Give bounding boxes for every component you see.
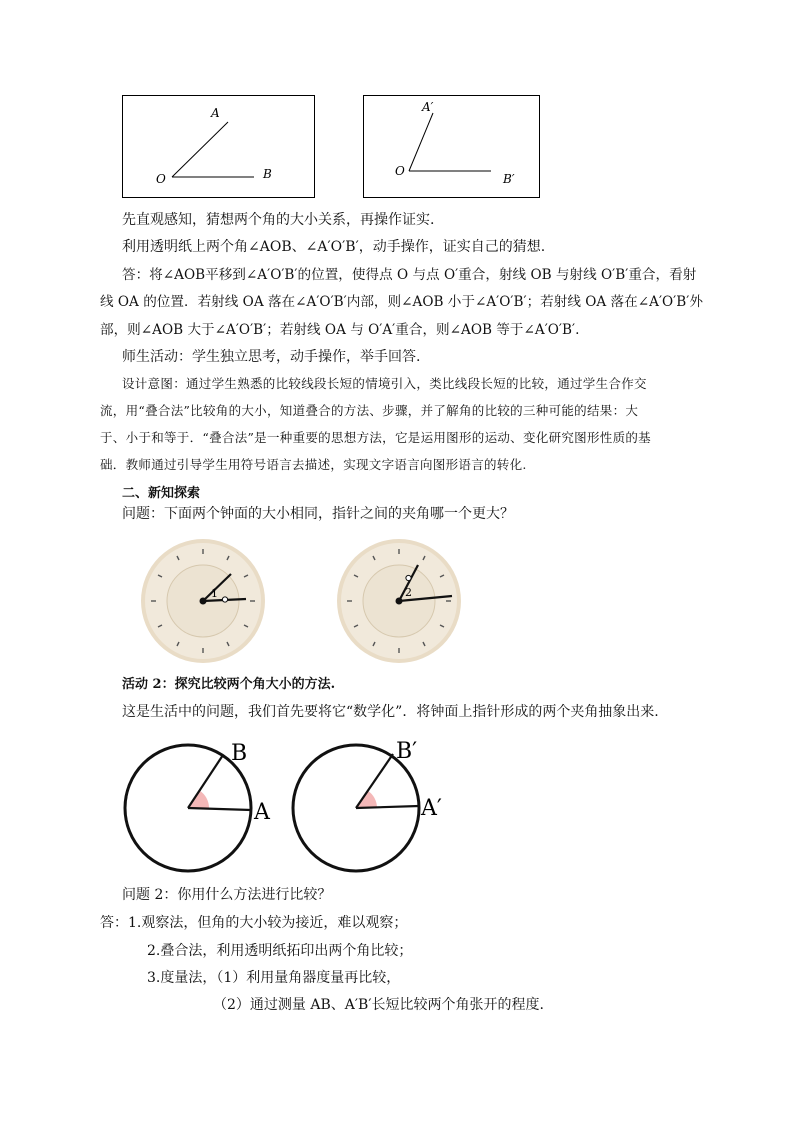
angle-aprime-figure [363, 95, 540, 198]
label-b: B [263, 167, 272, 181]
section-heading: 二、新知探索 [122, 486, 201, 501]
label-b-prime: B′ [503, 172, 515, 186]
teacher-student-activity: 师生活动：学生独立思考，动手操作，举手回答. [122, 349, 421, 365]
circle-angle-diagram-2 [283, 733, 453, 883]
answer-overlay: 2.叠合法，利用透明纸拓印出两个角比较； [147, 943, 413, 959]
clock-angle-label-2: 2 [405, 586, 412, 599]
circle-label-a: A [254, 800, 270, 825]
design-intent-line-4: 础．教师通过引导学生用符号语言去描述，实现文字语言向图形语言的转化. [100, 457, 527, 472]
answer-measure: 3.度量法，（1）利用量角器度量再比较， [147, 970, 401, 986]
answer-line-1: 答：将∠AOB平移到∠A′O′B′的位置，使得点 O 与点 O′重合，射线 OB 与射线 O′B′重合，看射 [122, 267, 697, 283]
design-intent-line-1: 设计意图：通过学生熟悉的比较线段长短的情境引入，类比线段长短的比较，通过学生合作交 [122, 376, 647, 391]
clock-angle-label-1: 1 [211, 587, 218, 600]
question-clocks: 问题：下面两个钟面的大小相同，指针之间的夹角哪一个更大？ [122, 506, 514, 522]
clock-face-1 [140, 538, 266, 664]
label-a-prime: A′ [422, 100, 434, 114]
paragraph-mathematize: 这是生活中的问题，我们首先要将它“数学化”．将钟面上指针形成的两个夹角抽象出来. [122, 704, 659, 720]
answer-line-3: 部，则∠AOB 大于∠A′O′B′；若射线 OA 与 O′A′重合，则∠AOB 等于∠A′O′B′. [100, 322, 580, 338]
circle-angle-diagram-1 [115, 733, 275, 883]
design-intent-line-2: 流，用“叠合法”比较角的大小，知道叠合的方法、步骤，并了解角的比较的三种可能的结果：大 [100, 403, 639, 418]
circle-label-b-prime: B′ [396, 739, 418, 764]
label-o-prime: O [395, 164, 405, 178]
question-2: 问题 2：你用什么方法进行比较？ [122, 887, 332, 903]
answer-observation: 答：1.观察法，但角的大小较为接近，难以观察； [100, 915, 408, 931]
label-o: O [156, 172, 166, 186]
answer-measure-2: （2）通过测量 AB、A′B′长短比较两个角张开的程度. [213, 997, 544, 1013]
clock-face-2 [336, 538, 462, 664]
paragraph-transparent-paper: 利用透明纸上两个角∠AOB、∠A′O′B′，动手操作，证实自己的猜想. [122, 239, 546, 255]
circle-label-b: B [231, 741, 248, 766]
label-a: A [211, 106, 220, 120]
activity-2-heading: 活动 2：探究比较两个角大小的方法. [122, 677, 336, 692]
answer-line-2: 线 OA 的位置．若射线 OA 落在∠A′O′B′内部，则∠AOB 小于∠A′O′B′；若射线 OA 落在∠A′O′B′外 [100, 294, 703, 310]
angle-aob-figure [122, 95, 315, 198]
design-intent-line-3: 于、小于和等于．“叠合法”是一种重要的思想方法，它是运用图形的运动、变化研究图形性质的基 [100, 430, 651, 445]
paragraph-intuition: 先直观感知，猜想两个角的大小关系，再操作证实. [122, 212, 435, 228]
circle-label-a-prime: A′ [421, 796, 442, 821]
